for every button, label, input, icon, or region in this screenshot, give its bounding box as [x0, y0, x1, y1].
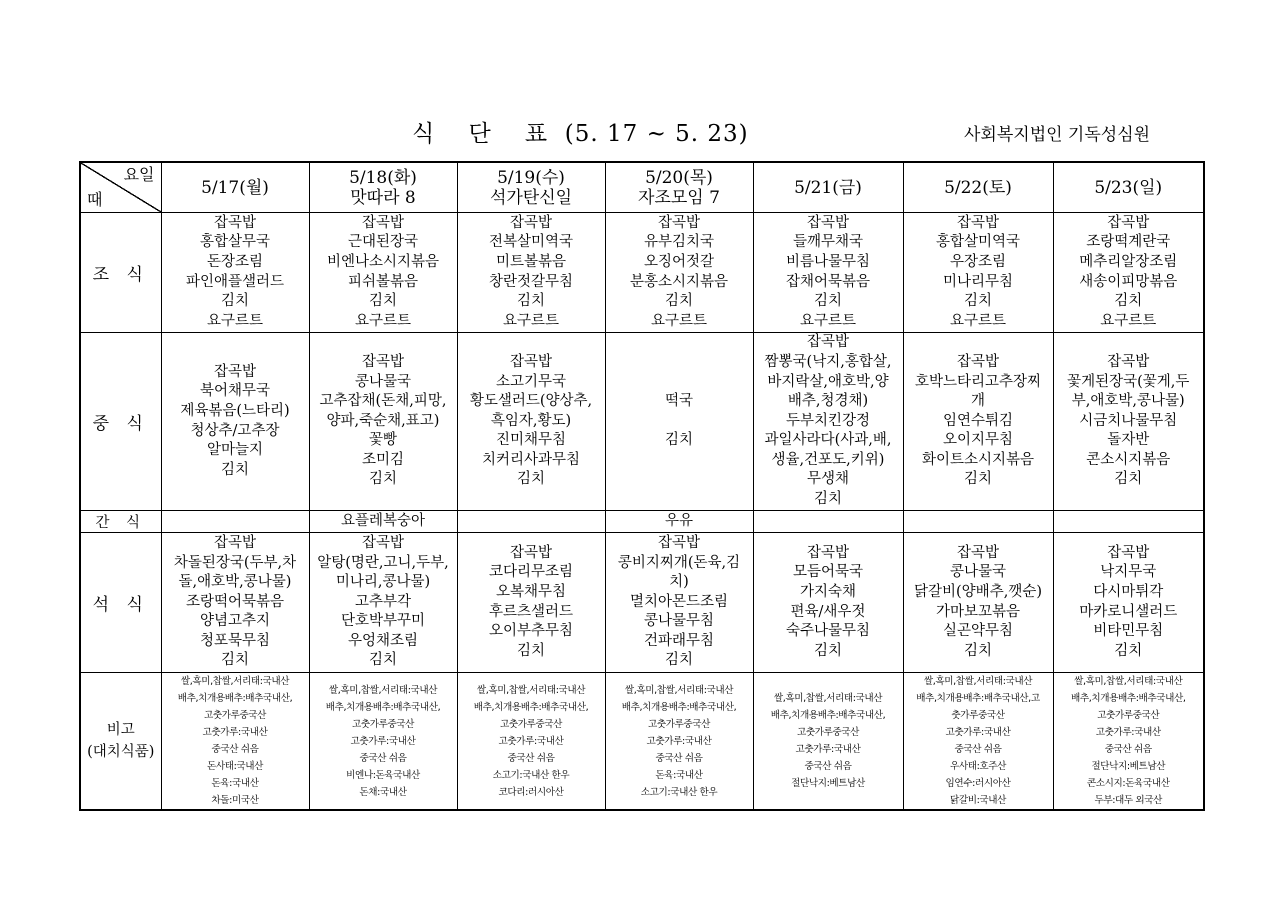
menu-item: 유부김치국: [643, 234, 715, 251]
menu-item: 짬뽕국(낙지,홍합살,: [764, 353, 892, 370]
menu-item: 청상추/고추장: [190, 422, 280, 439]
menu-item: 김치: [368, 652, 397, 669]
day-date: 5/20(목): [645, 167, 713, 188]
origin-note: 배추,치개용배추:배추국내산,: [621, 701, 737, 713]
day-header: [1053, 162, 1204, 213]
menu-item: 배추,청경채): [787, 393, 869, 410]
snack-cell: [457, 511, 605, 533]
menu-item: 전복살미역국: [488, 234, 574, 251]
menu-item: 잡곡밥: [213, 363, 257, 380]
day-date: 5/23(일): [1094, 177, 1163, 198]
origin-note: 고춧가루:국내산: [795, 744, 861, 755]
menu-item: 오징어젓갈: [643, 253, 715, 270]
menu-item: 들깨무채국: [792, 234, 864, 251]
menu-item: 잡곡밥: [956, 353, 1000, 370]
menu-item: 김치: [963, 642, 992, 659]
lunch-cell: [309, 333, 457, 511]
menu-item: 과일사라다(사과,배,: [764, 432, 892, 449]
menu-item: 피쉬볼볶음: [347, 273, 419, 290]
dinner-cell: [605, 533, 753, 673]
notes-cell: [753, 673, 903, 811]
origin-note: 쌀,흑미,찹쌀,서리태:국내산: [923, 676, 1033, 687]
menu-item: 잡곡밥: [361, 353, 405, 370]
menu-item: 요구르트: [949, 312, 1007, 329]
lunch-cell: [605, 333, 753, 511]
lunch-cell: [753, 333, 903, 511]
origin-note: 콘소시지:돈육국내산: [1086, 778, 1170, 789]
menu-item: 잡곡밥: [509, 544, 553, 561]
menu-item: 황도샐러드(양상추,: [469, 393, 593, 410]
corner-meal-label: 때: [87, 190, 103, 209]
menu-item: 화이트소시지볶음: [921, 451, 1035, 468]
menu-item: [606, 412, 753, 432]
menu-item: 조미김: [361, 451, 405, 468]
origin-note: 돈육:국내산: [655, 769, 703, 781]
menu-item: 개: [970, 393, 985, 410]
day-date: 5/19(수): [497, 167, 565, 188]
menu-item: 김치: [813, 293, 842, 310]
day-date: 5/21(금): [794, 177, 862, 198]
corner-cell: [80, 162, 161, 213]
menu-item: 후르츠샐러드: [488, 603, 574, 620]
menu-item: 콩비지찌개(돈육,김: [617, 554, 741, 571]
menu-item: 잡곡밥: [1107, 544, 1150, 561]
menu-item: 창란젓갈무침: [488, 273, 574, 290]
menu-item: 숙주나물무침: [785, 623, 871, 640]
menu-item: 파인애플샐러드: [185, 273, 285, 290]
origin-note: 고춧가루중국산: [1097, 710, 1160, 721]
menu-item: 부,애호박,콩나물): [1071, 393, 1185, 410]
notes-cell: [309, 673, 457, 811]
day-event: 자조모임 7: [638, 187, 720, 208]
menu-item: 잡곡밥: [806, 544, 850, 561]
menu-item: 김치: [963, 293, 992, 310]
origin-note: 중국산 쉬음: [359, 752, 407, 764]
menu-item: 가마보꼬볶음: [935, 603, 1021, 620]
menu-item: 두부치킨강정: [785, 412, 871, 429]
menu-item: 바지락살,애호박,양: [767, 373, 889, 390]
menu-item: 코다리무조림: [488, 564, 574, 581]
menu-item: 김치: [220, 461, 249, 478]
menu-item: 청포묵무침: [199, 632, 271, 649]
origin-note: 고춧가루:국내산: [350, 735, 416, 747]
origin-note: 고춧가루:국내산: [945, 727, 1011, 738]
snack-cell: 요플레복숭아: [309, 511, 457, 533]
menu-item: 잡곡밥: [1107, 214, 1150, 231]
menu-item: 김치: [368, 471, 397, 488]
breakfast-cell: [309, 213, 457, 333]
day-header: [903, 162, 1053, 213]
menu-item: 북어채무국: [199, 383, 271, 400]
organization-name: 사회복지법인 기독성심원: [964, 125, 1151, 145]
menu-item: 잡곡밥: [956, 544, 1000, 561]
note-subtitle: (대치식품): [87, 744, 155, 760]
origin-note: 중국산 쉬음: [655, 752, 703, 764]
lunch-cell: [457, 333, 605, 511]
breakfast-cell: [753, 213, 903, 333]
menu-item: 미나리,콩나물): [335, 574, 431, 591]
menu-item: 오복채무침: [495, 583, 567, 600]
dinner-cell: [309, 533, 457, 673]
breakfast-cell: [1053, 213, 1204, 333]
menu-item: 고추부각: [354, 593, 412, 610]
menu-item: 잡채어묵볶음: [785, 273, 871, 290]
snack-label: 간 식: [80, 511, 161, 533]
menu-item: 잡곡밥: [509, 353, 553, 370]
breakfast-label: 조 식: [80, 213, 161, 333]
header-row: [80, 162, 1204, 213]
menu-item: 콩나물국: [949, 564, 1007, 581]
menu-item: 양파,죽순채,표고): [326, 412, 440, 429]
menu-item: 꽃빵: [368, 432, 397, 449]
menu-item: 잡곡밥: [509, 214, 553, 231]
menu-item: 우엉채조림: [347, 632, 419, 649]
menu-item: 잡곡밥: [657, 534, 701, 551]
origin-note: 중국산 쉬음: [211, 744, 259, 755]
origin-note: 임연수:러시아산: [945, 778, 1011, 789]
breakfast-cell: [457, 213, 605, 333]
menu-item: 양념고추지: [199, 613, 271, 630]
menu-item: 모듬어묵국: [792, 564, 864, 581]
page-title: 식 단 표 (5. 17 ~ 5. 23): [412, 121, 749, 147]
origin-note: 고춧가루:국내산: [646, 735, 712, 747]
origin-note: 쌀,흑미,찹쌀,서리태:국내산: [180, 676, 290, 687]
menu-item: 잡곡밥: [806, 334, 850, 351]
menu-item: 미나리무침: [942, 273, 1014, 290]
menu-item: 시금치나물무침: [1079, 412, 1178, 429]
menu-item: 가지숙채: [799, 583, 857, 600]
day-header: [161, 162, 309, 213]
menu-item: 제육볶음(느타리): [180, 402, 290, 419]
dinner-label: 석 식: [80, 533, 161, 673]
menu-item: 요구르트: [354, 312, 412, 329]
origin-note: 소고기:국내산 한우: [640, 786, 718, 798]
menu-item: 콩나물무침: [643, 613, 715, 630]
breakfast-cell: [161, 213, 309, 333]
menu-item: 조랑떡계란국: [1086, 234, 1171, 251]
menu-item: 돌자반: [1107, 432, 1150, 449]
lunch-cell: [161, 333, 309, 511]
origin-note: 중국산 쉬음: [1104, 744, 1152, 755]
notes-cell: [161, 673, 309, 811]
menu-item: 실곤약무침: [942, 623, 1014, 640]
menu-item: 편육/새우젓: [790, 603, 866, 620]
day-event: 석가탄신일: [489, 187, 573, 208]
lunch-cell: [903, 333, 1053, 511]
menu-item: 떡국: [664, 393, 693, 410]
origin-note: 중국산 쉬음: [804, 761, 852, 772]
origin-note: 쌀,흑미,찹쌀,서리태:국내산: [624, 684, 734, 696]
menu-item: 김치: [664, 432, 693, 449]
menu-item: 낙지무국: [1100, 564, 1157, 581]
origin-note: 비엔나:돈육국내산: [346, 769, 420, 781]
menu-item: 잡곡밥: [956, 214, 1000, 231]
menu-item: 건파래무침: [643, 632, 715, 649]
menu-item: 돌,애호박,콩나물): [178, 574, 292, 591]
menu-item: 차돌된장국(두부,차: [173, 554, 297, 571]
menu-item: 우장조림: [949, 253, 1007, 270]
menu-item: 비타민무침: [1093, 623, 1164, 640]
snack-cell: 우유: [605, 511, 753, 533]
menu-item: 근대된장국: [347, 234, 419, 251]
menu-item: 무생채: [806, 471, 850, 488]
origin-note: 춧가루중국산: [951, 710, 1005, 721]
menu-item: 멸치아몬드조림: [629, 593, 729, 610]
menu-item: 치): [669, 574, 689, 591]
menu-item: 생율,건포도,키위): [771, 451, 885, 468]
menu-item: 잡곡밥: [361, 214, 405, 231]
menu-item: 김치: [1114, 642, 1143, 659]
origin-note: 배추,치개용배추:배추국내산,: [325, 701, 441, 713]
menu-item: 김치: [664, 293, 693, 310]
origin-note: 절단낙지:베트남산: [1091, 761, 1166, 772]
origin-note: 중국산 쉬음: [507, 752, 555, 764]
origin-note: 돈사태:국내산: [206, 761, 264, 772]
origin-note: 고춧가루:국내산: [202, 727, 268, 738]
menu-item: 새송이피망볶음: [1079, 273, 1178, 290]
menu-item: 김치: [516, 471, 545, 488]
dinner-cell: [753, 533, 903, 673]
menu-item: 콩나물국: [354, 373, 412, 390]
notes-cell: [605, 673, 753, 811]
lunch-cell: [1053, 333, 1204, 511]
origin-note: 차돌:미국산: [211, 795, 259, 806]
notes-cell: [457, 673, 605, 811]
menu-item: 잡곡밥: [1107, 353, 1150, 370]
origin-note: 돈육:국내산: [211, 778, 259, 789]
notes-cell: [903, 673, 1053, 811]
menu-item: 김치: [368, 293, 397, 310]
origin-note: 소고기:국내산 한우: [492, 769, 570, 781]
origin-note: 절단낙지:베트남산: [791, 778, 865, 789]
origin-note: 중국산 쉬음: [954, 744, 1002, 755]
menu-table: [79, 161, 1205, 811]
origin-note: 쌀,흑미,찹쌀,서리태:국내산: [1074, 676, 1183, 687]
snack-cell: [903, 511, 1053, 533]
menu-item: 김치: [1114, 471, 1143, 488]
menu-item: 흑임자,황도): [490, 412, 572, 429]
menu-item: 김치: [813, 491, 842, 508]
snack-cell: [753, 511, 903, 533]
origin-note: 고춧가루중국산: [351, 718, 415, 730]
lunch-label: 중 식: [80, 333, 161, 511]
menu-item: 알탕(명란,고니,두부,: [317, 554, 449, 571]
menu-item: 잡곡밥: [361, 534, 405, 551]
origin-note: 돈채:국내산: [359, 786, 407, 798]
origin-note: 배추,치개용배추:배추국내산,: [473, 701, 589, 713]
menu-item: 치커리사과무침: [481, 451, 581, 468]
menu-item: 김치: [664, 652, 693, 669]
menu-item: 김치: [963, 471, 992, 488]
menu-item: 임연수튀김: [942, 412, 1014, 429]
menu-item: 요구르트: [650, 312, 708, 329]
menu-item: 요구르트: [1100, 312, 1157, 329]
origin-note: 닭갈비:국내산: [949, 795, 1007, 806]
origin-note: 코다리:러시아산: [498, 786, 564, 798]
day-date: 5/22(토): [944, 177, 1012, 198]
note-title: 비고: [106, 722, 135, 738]
breakfast-cell: [605, 213, 753, 333]
snack-cell: [161, 511, 309, 533]
origin-note: 고춧가루중국산: [499, 718, 563, 730]
dinner-cell: [457, 533, 605, 673]
menu-item: 조랑떡어묵볶음: [185, 593, 285, 610]
menu-item: 닭갈비(양배추,깻순): [914, 583, 1042, 600]
menu-item: 진미채무침: [495, 432, 567, 449]
breakfast-cell: [903, 213, 1053, 333]
snack-cell: [1053, 511, 1204, 533]
origin-note: 두부:대두 외국산: [1094, 795, 1163, 806]
origin-note: 배추,치개용배추:배추국내산,: [1070, 693, 1186, 704]
menu-item: 김치: [813, 642, 842, 659]
menu-item: 단호박부꾸미: [340, 613, 426, 630]
day-header: [309, 162, 457, 213]
dinner-row: [80, 533, 1204, 673]
snack-row: [80, 511, 1204, 533]
menu-item: 메추리알장조림: [1079, 253, 1178, 270]
menu-item: 요구르트: [502, 312, 560, 329]
menu-item: 요구르트: [206, 312, 264, 329]
menu-item: 마카로니샐러드: [1079, 603, 1178, 620]
origin-note: 배추,치개용배추:배추국내산,고: [916, 693, 1040, 704]
menu-item: 김치: [220, 293, 249, 310]
day-header: [457, 162, 605, 213]
menu-item: 홍합살무국: [199, 234, 271, 251]
origin-note: 고춧가루중국산: [796, 727, 860, 738]
origin-note: 배추,치개용배추:배추국내산,: [770, 710, 886, 721]
menu-item: 다시마튀각: [1093, 583, 1164, 600]
menu-item: 잡곡밥: [213, 534, 257, 551]
day-event: 맛따라 8: [350, 187, 416, 208]
menu-item: 오이지무침: [942, 432, 1014, 449]
menu-item: 알마늘지: [206, 442, 264, 459]
note-label: [80, 673, 161, 811]
origin-note: 고춧가루:국내산: [498, 735, 564, 747]
origin-note: 배추,치개용배추:배추국내산,: [177, 693, 293, 704]
dinner-cell: [1053, 533, 1204, 673]
menu-item: 잡곡밥: [657, 214, 701, 231]
menu-item: 오이부추무침: [488, 623, 574, 640]
menu-item: 김치: [516, 642, 545, 659]
lunch-row: [80, 333, 1204, 511]
menu-item: 고추잡채(돈채,피망,: [319, 393, 447, 410]
breakfast-row: [80, 213, 1204, 333]
menu-item: 비름나물무침: [785, 253, 871, 270]
menu-item: 잡곡밥: [213, 214, 257, 231]
dinner-cell: [161, 533, 309, 673]
day-header: [753, 162, 903, 213]
dinner-cell: [903, 533, 1053, 673]
menu-item: 홍합살미역국: [935, 234, 1021, 251]
corner-day-label: 요일: [123, 165, 155, 184]
menu-item: 분홍소시지볶음: [629, 273, 729, 290]
menu-item: 돈장조림: [206, 253, 264, 270]
menu-item: 김치: [516, 293, 545, 310]
origin-note: 쌀,흑미,찹쌀,서리태:국내산: [773, 693, 883, 704]
menu-item: 호박느타리고추장찌: [914, 373, 1042, 390]
note-row: [80, 673, 1204, 811]
menu-item: 요구르트: [799, 312, 857, 329]
menu-item: 미트볼볶음: [495, 253, 567, 270]
day-header: [605, 162, 753, 213]
menu-item: 꽃게된장국(꽃게,두: [1067, 373, 1190, 390]
origin-note: 고춧가루중국산: [203, 710, 267, 721]
menu-item: 콘소시지볶음: [1086, 451, 1171, 468]
menu-item: 소고기무국: [495, 373, 567, 390]
origin-note: 고춧가루중국산: [647, 718, 711, 730]
menu-item: 잡곡밥: [806, 214, 850, 231]
day-date: 5/18(화): [349, 167, 417, 188]
origin-note: 쌀,흑미,찹쌀,서리태:국내산: [328, 684, 438, 696]
menu-item: 김치: [220, 652, 249, 669]
notes-cell: [1053, 673, 1204, 811]
menu-item: 김치: [1114, 293, 1143, 310]
day-date: 5/17(월): [201, 177, 269, 198]
origin-note: 고춧가루:국내산: [1095, 727, 1161, 738]
origin-note: 우사태:호주산: [949, 761, 1007, 772]
origin-note: 쌀,흑미,찹쌀,서리태:국내산: [476, 684, 586, 696]
menu-item: 비엔나소시지볶음: [326, 253, 440, 270]
